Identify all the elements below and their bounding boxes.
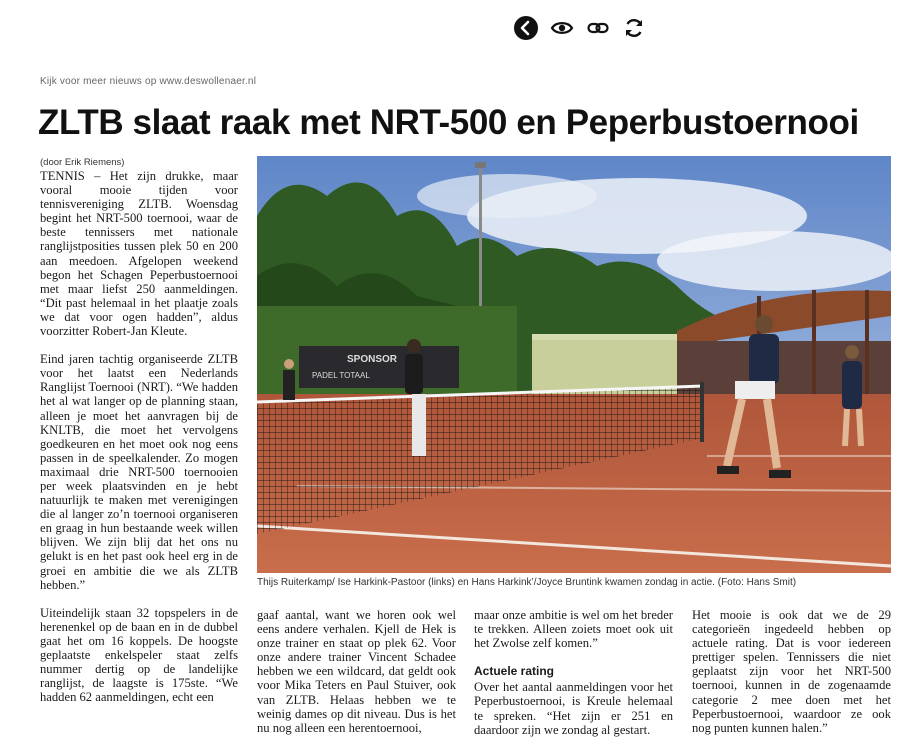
back-arrow-icon	[513, 15, 539, 41]
back-button[interactable]	[512, 14, 540, 42]
article-headline: ZLTB slaat raak met NRT-500 en Peperbustoernooi	[38, 103, 859, 142]
paragraph: TENNIS – Het zijn drukke, maar vooral mooie tijden voor tennisvereniging ZLTB. Woensdag begint het NRT-500 toernooi, waar de beste tennissers met nationale ranglijstposities tussen plek 50 en 200 aan meedoen. Afgelopen weekend begon het Schagen Peperbustoernooi met maar liefst 250 aanmeldingen. “Dit past helemaal in het plaatje zoals we dat voor ogen hadden”, aldus voorzitter Robert-Jan Kleute.	[40, 169, 238, 339]
view-button[interactable]	[548, 14, 576, 42]
eye-icon	[550, 16, 574, 40]
viewer-toolbar	[512, 14, 648, 42]
paragraph: Uiteindelijk staan 32 topspelers in de herenenkel op de baan en in de dubbel gaat het om 16 koppels. De hoogste geplaatste enkelspeler staat zelfs nummer dertig op de landelijke ranglijst, de laagste is 175ste. “We hadden 62 aanmeldingen, echt een	[40, 605, 238, 705]
subheading: Actuele rating	[474, 664, 555, 679]
banner-padel: PADEL TOTAAL	[312, 371, 370, 380]
photo-illustration	[257, 156, 891, 573]
byline: (door Erik Riemens)	[40, 157, 125, 168]
banner-sponsor: SPONSOR	[347, 354, 398, 365]
paragraph: Eind jaren tachtig organiseerde ZLTB voor het laatst een Nederlands Ranglijst Toernooi (NRT). “We hadden het al wat langer op de planning staan, alleen je moet het aanvragen bij de KNLTB, die moet het vervolgens goedkeuren en het moet ook nog eens passen in de speelkalender. Zo mogen maximaal drie NRT-500 toernooien per week plaatsvinden en je hebt natuurlijk te maken met verenigingen die al langer zo’n toernooi organiseren en graag in hun bestaande week willen blijven. We zijn blij dat het ons nu gelukt is en het past ook heel erg in de groei en ambitie die we als ZLTB hebben.”	[40, 352, 238, 592]
refresh-icon	[622, 16, 646, 40]
link-icon	[586, 16, 610, 40]
article-column-3	[474, 608, 673, 737]
paragraph: Het mooie is ook dat we de 29 categorieën ingedeeld hebben op actuele rating. Dat is voor iedereen prettiger spelen. Tennissers die niet geplaatst zijn voor het NRT-500 toernooi, kunnen in de zogenaamde categorie 2 mee doen met het Peperbustoernooi, waardoor ze ook nog punten kunnen halen.”	[692, 608, 891, 735]
paragraph: gaaf aantal, want we horen ook wel eens andere verhalen. Kjell de Hek is onze trainer en staat op plek 62. Voor onze andere trainer Vincent Schadee hebben we een wildcard, dat geldt ook voor Mika Teters en Paul Stuiver, ook van ZLTB. Helaas hebben we te weinig dames op dit niveau. Dus is het nu nog alleen een herentoernooi,	[257, 608, 456, 735]
tennis-photo	[257, 156, 891, 573]
article-column-2	[257, 608, 456, 735]
photo-caption: Thijs Ruiterkamp/ Ise Harkink-Pastoor (links) en Hans Harkink’/Joyce Bruntink kwamen zondag in actie. (Foto: Hans Smit)	[257, 577, 797, 588]
refresh-button[interactable]	[620, 14, 648, 42]
paragraph: Over het aantal aanmeldingen voor het Peperbustoernooi, is Kreule helemaal te spreken. “Het zijn er 251 en daardoor zijn we zondag al gestart.	[474, 680, 673, 737]
article-column-1	[40, 169, 238, 704]
paragraph: maar onze ambitie is wel om het breder te trekken. Alleen zoiets moet ook uit het Zwolse zelf komen.”	[474, 608, 673, 651]
article-column-4	[692, 608, 891, 735]
source-line: Kijk voor meer nieuws op www.deswollenaer.nl	[40, 76, 257, 87]
copy-link-button[interactable]	[584, 14, 612, 42]
